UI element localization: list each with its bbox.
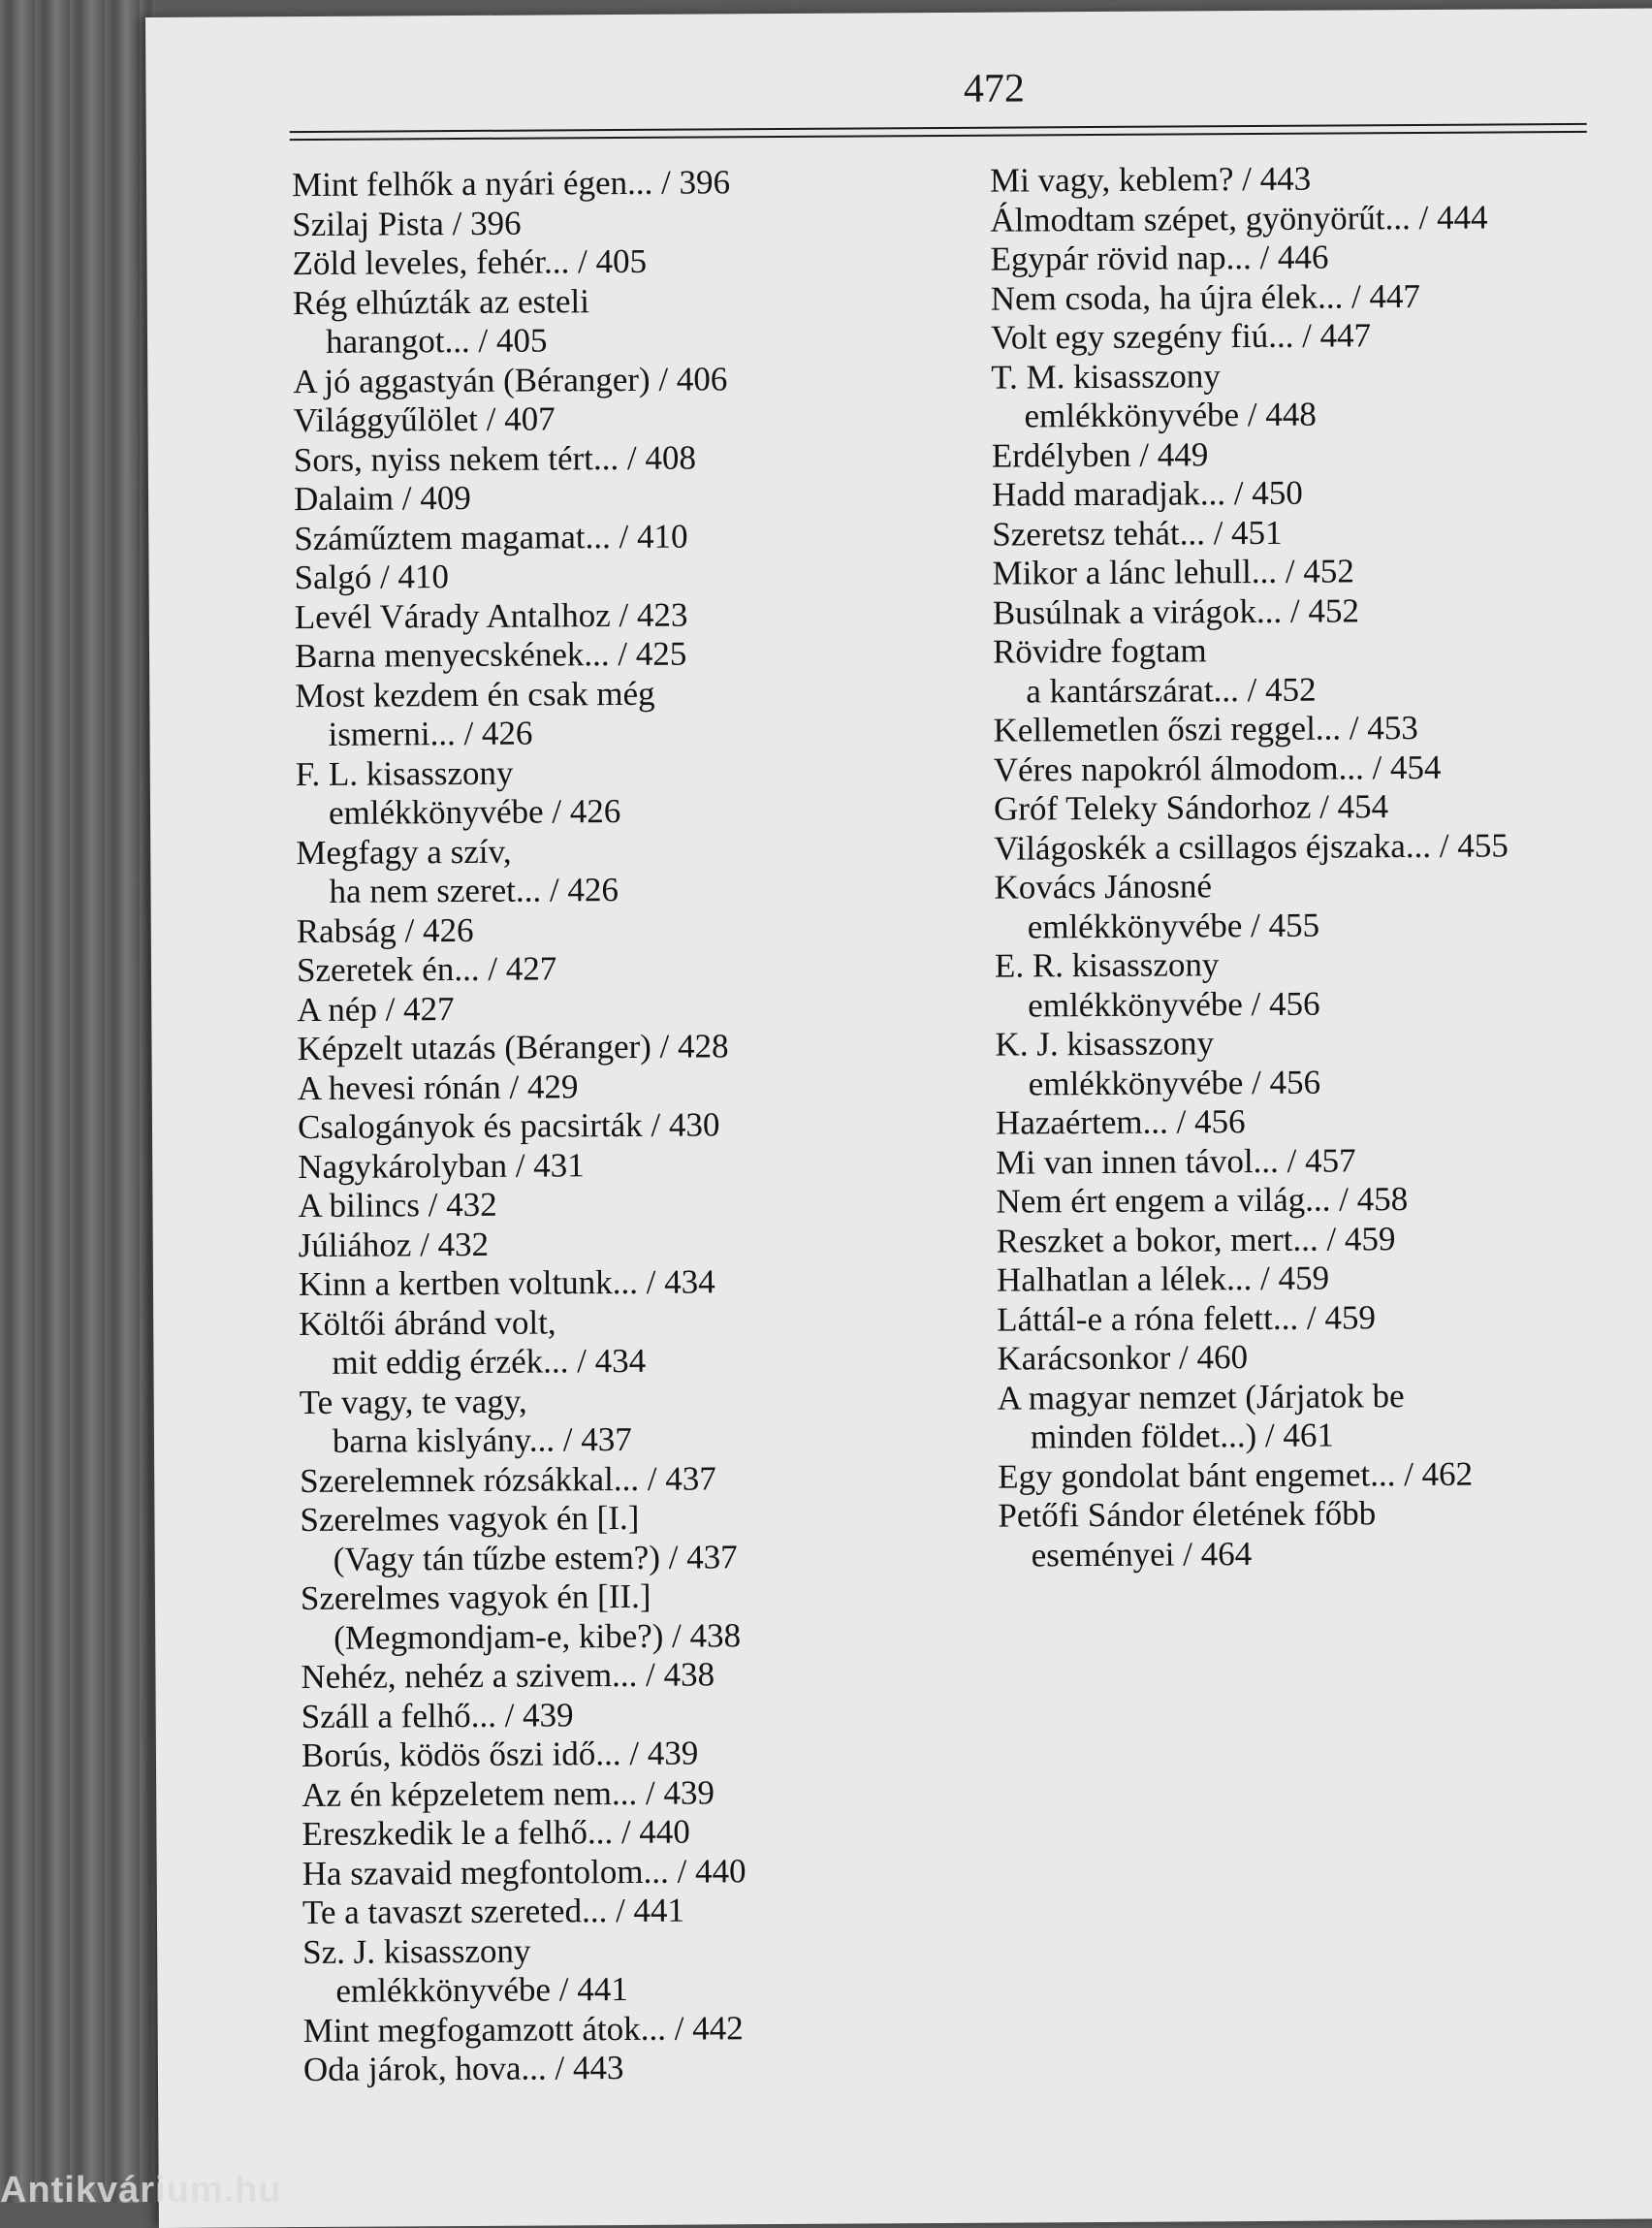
toc-entry: Kovács Jánosné: [994, 867, 1213, 907]
toc-entry: Szeretek én... / 427: [296, 949, 557, 990]
toc-entry: emlékkönyvébe / 456: [1028, 984, 1320, 1024]
toc-entry: Sz. J. kisasszony: [302, 1931, 531, 1971]
toc-entry: Szerelemnek rózsákkal... / 437: [300, 1458, 716, 1500]
toc-entry: A bilincs / 432: [298, 1185, 497, 1225]
toc-entry: Kinn a kertben voltunk... / 434: [298, 1262, 715, 1304]
toc-entry: Szerelmes vagyok én [I.]: [300, 1498, 640, 1540]
toc-entry: Dalaim / 409: [293, 478, 471, 519]
toc-entry: minden földet...) / 461: [1030, 1416, 1335, 1456]
toc-entry: eseményei / 464: [1031, 1534, 1253, 1574]
toc-entry: Gróf Teleky Sándorhoz / 454: [993, 787, 1389, 828]
toc-entry: Véres napokról álmodom... / 454: [993, 748, 1442, 789]
toc-entry: Te a tavaszt szereted... / 441: [302, 1891, 685, 1932]
toc-entry: Levél Várady Antalhoz / 423: [294, 595, 688, 636]
toc-left-column: [292, 162, 963, 2090]
toc-entry: mit eddig érzék... / 434: [332, 1341, 647, 1382]
toc-entry: Kellemetlen őszi reggel... / 453: [993, 708, 1418, 749]
toc-entry: Petőfi Sándor életének főbb: [998, 1494, 1377, 1535]
toc-entry: harangot... / 405: [325, 321, 548, 361]
toc-entry: Egy gondolat bánt engemet... / 462: [998, 1454, 1474, 1496]
toc-entry: Hadd maradjak... / 450: [991, 473, 1303, 514]
toc-entry: E. R. kisasszony: [994, 945, 1220, 985]
toc-entry: Reszket a bokor, mert... / 459: [996, 1219, 1396, 1260]
toc-entry: Az én képzeletem nem... / 439: [302, 1772, 715, 1814]
toc-entry: Világoskék a csillagos éjszaka... / 455: [994, 825, 1509, 868]
toc-entry: (Megmondjam-e, kibe?) / 438: [334, 1615, 742, 1657]
toc-entry: Költői ábránd volt,: [299, 1302, 556, 1343]
toc-entry: a kantárszárat... / 452: [1026, 670, 1317, 710]
toc-entry: Képzelt utazás (Béranger) / 428: [297, 1027, 729, 1068]
toc-entry: Rabság / 426: [296, 910, 474, 950]
toc-entry: Halhatlan a lélek... / 459: [996, 1258, 1330, 1299]
toc-entry: Nagykárolyban / 431: [298, 1145, 585, 1186]
toc-entry: Rövidre fogtam: [992, 631, 1207, 671]
toc-entry: Sors, nyiss nekem tért... / 408: [293, 438, 697, 479]
header-rule-bottom: [290, 131, 1587, 141]
toc-entry: Busúlnak a virágok... / 452: [992, 590, 1360, 632]
toc-entry: Megfagy a szív,: [296, 832, 512, 872]
toc-entry: emlékkönyvébe / 448: [1024, 395, 1317, 435]
toc-entry: Nehéz, nehéz a szivem... / 438: [301, 1655, 715, 1697]
toc-entry: (Vagy tán tűzbe estem?) / 437: [333, 1537, 738, 1578]
toc-entry: Most kezdem én csak még: [295, 674, 655, 715]
toc-entry: Szerelmes vagyok én [II.]: [300, 1576, 651, 1618]
toc-entry: Mint megfogamzott átok... / 442: [302, 2008, 744, 2050]
toc-entry: Ha szavaid megfontolom... / 440: [302, 1851, 747, 1893]
toc-entry: emlékkönyvébe / 455: [1027, 906, 1320, 945]
toc-entry: Szilaj Pista / 396: [292, 204, 522, 243]
toc-entry: Száműztem magamat... / 410: [294, 517, 688, 557]
toc-entry: emlékkönyvébe / 456: [1028, 1063, 1321, 1102]
toc-entry: Száll a felhő... / 439: [301, 1695, 574, 1735]
toc-entry: emlékkönyvébe / 426: [328, 792, 621, 832]
toc-entry: ismerni... / 426: [328, 714, 533, 753]
toc-entry: A nép / 427: [297, 989, 455, 1029]
toc-entry: Te vagy, te vagy,: [299, 1382, 527, 1421]
toc-entry: Mint felhők a nyári égen... / 396: [291, 163, 731, 205]
toc-entry: Mi van innen távol... / 457: [996, 1140, 1356, 1182]
book-edge-background: [0, 0, 155, 2203]
toc-entry: F. L. kisasszony: [295, 753, 514, 793]
page-number: 472: [963, 66, 1026, 111]
toc-entry: A magyar nemzet (Járjatok be: [997, 1376, 1405, 1417]
toc-entry: Mi vagy, keblem? / 443: [989, 159, 1312, 200]
toc-entry: ha nem szeret... / 426: [329, 871, 619, 910]
toc-entry: Világgyűlölet / 407: [293, 399, 556, 440]
toc-entry: emlékkönyvébe / 441: [335, 1969, 628, 2010]
toc-entry: Zöld leveles, fehér... / 405: [292, 241, 648, 283]
toc-entry: Karácsonkor / 460: [997, 1338, 1249, 1378]
toc-entry: Barna menyecskének... / 425: [294, 634, 687, 676]
toc-right-column: [990, 158, 1619, 1576]
toc-entry: Mikor a lánc lehull... / 452: [992, 552, 1354, 592]
toc-entry: Szeretsz tehát... / 451: [992, 513, 1283, 554]
toc-entry: Álmodtam szépet, gyönyörűt... / 444: [990, 198, 1488, 239]
book-page: [145, 8, 1652, 2228]
toc-entry: Volt egy szegény fiú... / 447: [990, 316, 1372, 357]
toc-entry: Nem csoda, ha újra élek... / 447: [990, 276, 1421, 318]
toc-entry: Hazaértem... / 456: [995, 1102, 1246, 1142]
toc-entry: Láttál-e a róna felett... / 459: [997, 1297, 1377, 1339]
toc-entry: A hevesi rónán / 429: [297, 1066, 579, 1107]
toc-entry: A jó aggastyán (Béranger) / 406: [293, 359, 728, 400]
toc-entry: barna kislyány... / 437: [332, 1419, 632, 1460]
toc-entry: Salgó / 410: [294, 557, 450, 597]
toc-entry: Ereszkedik le a felhő... / 440: [302, 1812, 690, 1854]
toc-entry: K. J. kisasszony: [995, 1024, 1215, 1064]
toc-entry: Egypár rövid nap... / 446: [990, 238, 1329, 278]
toc-entry: Borús, ködös őszi idő... / 439: [301, 1734, 699, 1775]
toc-entry: Erdélyben / 449: [991, 434, 1209, 475]
toc-entry: Rég elhúzták az esteli: [292, 281, 590, 322]
toc-entry: Júliához / 432: [298, 1225, 490, 1264]
toc-entry: T. M. kisasszony: [991, 356, 1221, 397]
toc-entry: Nem ért engem a világ... / 458: [996, 1180, 1409, 1221]
toc-entry: Oda járok, hova... / 443: [302, 2049, 624, 2089]
toc-entry: Csalogányok és pacsirták / 430: [297, 1105, 720, 1147]
watermark: Antikvárium.hu: [0, 2170, 282, 2211]
